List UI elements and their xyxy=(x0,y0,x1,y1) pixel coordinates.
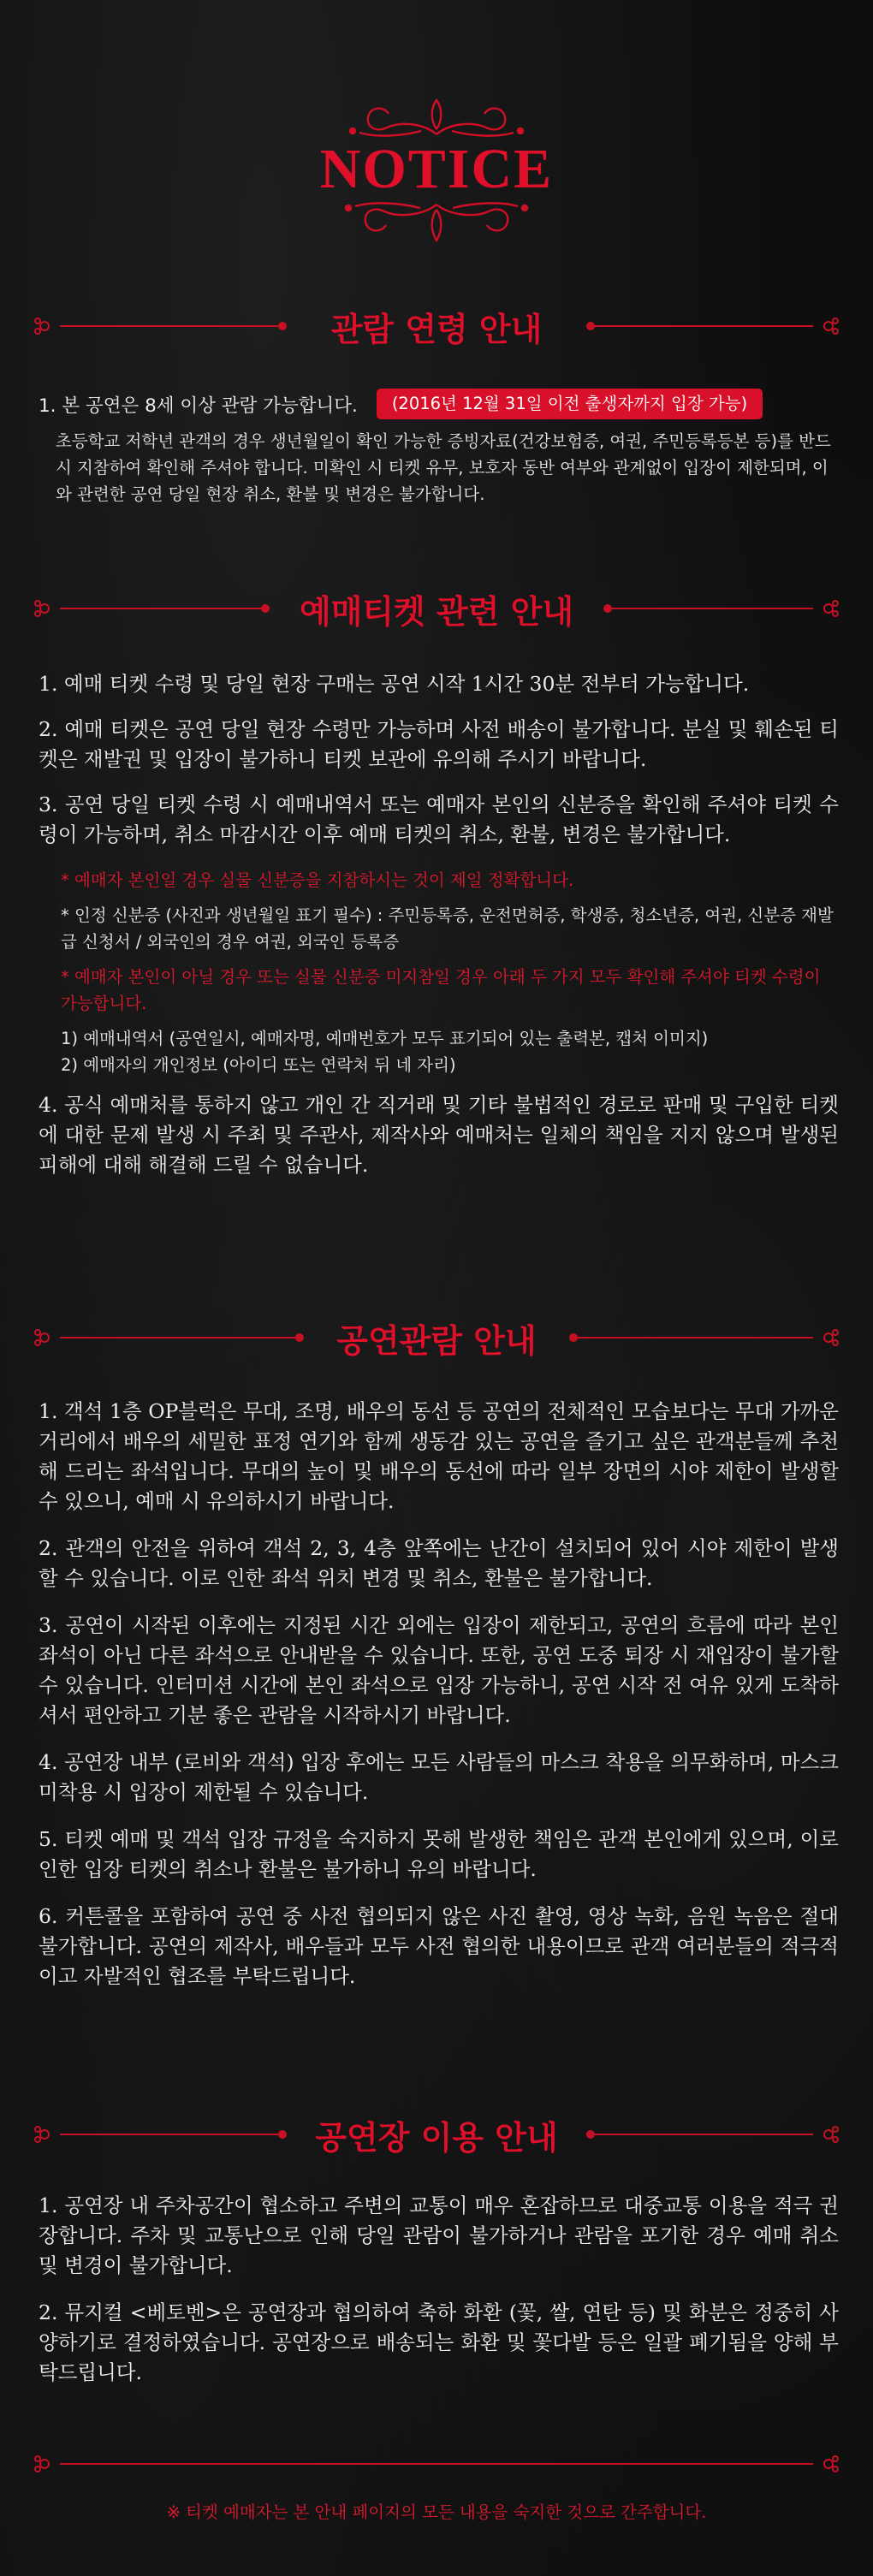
list-item: 4. 공연장 내부 (로비와 객석) 입장 후에는 모든 사람들의 마스크 착용을 의무화하며, 마스크 미착용 시 입장이 제한될 수 있습니다. xyxy=(39,1750,839,1804)
ornament-bottom-icon xyxy=(338,198,535,249)
venue-block xyxy=(39,2191,839,2388)
age-description: 초등학교 저학년 관객의 경우 생년월일이 확인 가능한 증빙자료(건강보험증, 여권, 주민등록등본 등)를 반드시 지참하여 확인해 주셔야 합니다. 미확인 시 티켓 유무, 보호자 동반 여부와 관계없이 입장이 제한되며, 이와 관련한 공연 당일 현장 취소, 환불 및 변경은 불가합니다. xyxy=(56,431,831,504)
list-item: 1. 객석 1층 OP블럭은 무대, 조명, 배우의 동선 등 공연의 전체적인 모습보다는 무대 가까운 거리에서 배우의 세밀한 표정 연기와 함께 생동감 있는 공연을 즐기고 싶은 관객분들께 추천해 드리는 좌석입니다. 무대의 높이 및 배우의 동선에 따라 일부 장면의 시야 제한이 발생할 수 있으니, 예매 시 유의하시기 바랍니다. xyxy=(39,1399,839,1513)
footer-divider-icon xyxy=(26,2452,847,2478)
section-title-viewing: 공연관람 안내 xyxy=(336,1321,537,1360)
age-rule-text: 1. 본 공연은 8세 이상 관람 가능합니다. xyxy=(39,395,358,417)
section-header-venue xyxy=(0,2112,873,2163)
note-sub-item: 2) 예매자의 개인정보 (아이디 또는 연락처 뒤 네 자리) xyxy=(61,1055,456,1075)
section-title-age: 관람 연령 안내 xyxy=(330,310,543,348)
note-id-list: * 인정 신분증 (사진과 생년월일 표기 필수) : 주민등록증, 운전면허증, 학생증, 청소년증, 여권, 신분증 재발급 신청서 / 외국인의 경우 여권, 외국인 등록증 xyxy=(61,905,834,952)
footer-notice: ※ 티켓 예매자는 본 안내 페이지의 모든 내용을 숙지한 것으로 간주합니다. xyxy=(166,2502,707,2522)
list-item: 3. 공연이 시작된 이후에는 지정된 시간 외에는 입장이 제한되고, 공연의 흐름에 따라 본인 좌석이 아닌 다른 좌석으로 안내받을 수 있습니다. 또한, 공연 도중 퇴장 시 재입장이 불가할 수 있습니다. 인터미션 시간에 본인 좌석으로 입장 가능하니, 공연 시작 전 여유 있게 도착하셔서 편안하고 기분 좋은 관람을 시작하시기 바랍니다. xyxy=(39,1613,839,1727)
list-item: 5. 티켓 예매 및 객석 입장 규정을 숙지하지 못해 발생한 책임은 관객 본인에게 있으며, 이로 인한 입장 티켓의 취소나 환불은 불가하니 유의 바랍니다. xyxy=(39,1827,839,1881)
age-badge: (2016년 12월 31일 이전 출생자까지 입장 가능) xyxy=(377,389,763,419)
list-item: 4. 공식 예매처를 통하지 않고 개인 간 직거래 및 기타 불법적인 경로로 판매 및 구입한 티켓에 대한 문제 발생 시 주최 및 주관사, 제작사와 예매처는 일체의 책임을 지지 않으며 발생된 피해에 대해 해결해 드릴 수 없습니다. xyxy=(39,1093,839,1177)
section-title-ticket: 예매티켓 관련 안내 xyxy=(299,592,574,631)
ticket-block xyxy=(39,669,839,1180)
list-item: 1. 예매 티켓 수령 및 당일 현장 구매는 공연 시작 1시간 30분 전부터 가능합니다. xyxy=(39,672,750,696)
section-header-viewing xyxy=(0,1315,873,1367)
list-item: 2. 뮤지컬 <베토벤>은 공연장과 협의하여 축하 화환 (꽃, 쌀, 연탄 등) 및 화분은 정중히 사양하기로 결정하였습니다. 공연장으로 배송되는 화환 및 꽃다발 등은 일괄 폐기됨을 양해 부탁드립니다. xyxy=(39,2300,839,2384)
list-item: 3. 공연 당일 티켓 수령 시 예매내역서 또는 예매자 본인의 신분증을 확인해 주셔야 티켓 수령이 가능하며, 취소 마감시간 이후 예매 티켓의 취소, 환불, 변경은 불가합니다. xyxy=(39,792,839,846)
list-item: 2. 관객의 안전을 위하여 객석 2, 3, 4층 앞쪽에는 난간이 설치되어 있어 시야 제한이 발생할 수 있습니다. 이로 인한 좌석 위치 변경 및 취소, 환불은 불가합니다. xyxy=(39,1536,839,1590)
list-item: 6. 커튼콜을 포함하여 공연 중 사전 협의되지 않은 사진 촬영, 영상 녹화, 음원 녹음은 절대 불가합니다. 공연의 제작사, 배우들과 모두 사전 협의한 내용이므로 관객 여러분들의 적극적이고 자발적인 협조를 부탁드립니다. xyxy=(39,1904,839,1988)
viewing-block xyxy=(39,1397,839,1991)
notice-header xyxy=(0,90,873,249)
note-red: * 예매자 본인이 아닐 경우 또는 실물 신분증 미지참일 경우 아래 두 가지 모두 확인해 주셔야 티켓 수령이 가능합니다. xyxy=(61,967,821,1013)
age-block xyxy=(39,389,839,507)
page-title: NOTICE xyxy=(319,138,554,200)
note-sub-item: 1) 예매내역서 (공연일시, 예매자명, 예매번호가 모두 표기되어 있는 출력본, 캡처 이미지) xyxy=(61,1029,709,1048)
section-header-ticket xyxy=(0,586,873,638)
section-title-venue: 공연장 이용 안내 xyxy=(315,2118,558,2157)
note-red: * 예매자 본인일 경우 실물 신분증을 지참하시는 것이 제일 정확합니다. xyxy=(61,870,574,890)
list-item: 1. 공연장 내 주차공간이 협소하고 주변의 교통이 매우 혼잡하므로 대중교통 이용을 적극 권장합니다. 주차 및 교통난으로 인해 당일 관람이 불가하거나 관람을 포기한 경우 예매 취소 및 변경이 불가합니다. xyxy=(39,2193,839,2277)
list-item: 2. 예매 티켓은 공연 당일 현장 수령만 가능하며 사전 배송이 불가합니다. 분실 및 훼손된 티켓은 재발권 및 입장이 불가하니 티켓 보관에 유의해 주시기 바랍니다. xyxy=(39,717,839,771)
ornament-top-icon xyxy=(342,90,531,141)
section-header-age xyxy=(0,304,873,355)
